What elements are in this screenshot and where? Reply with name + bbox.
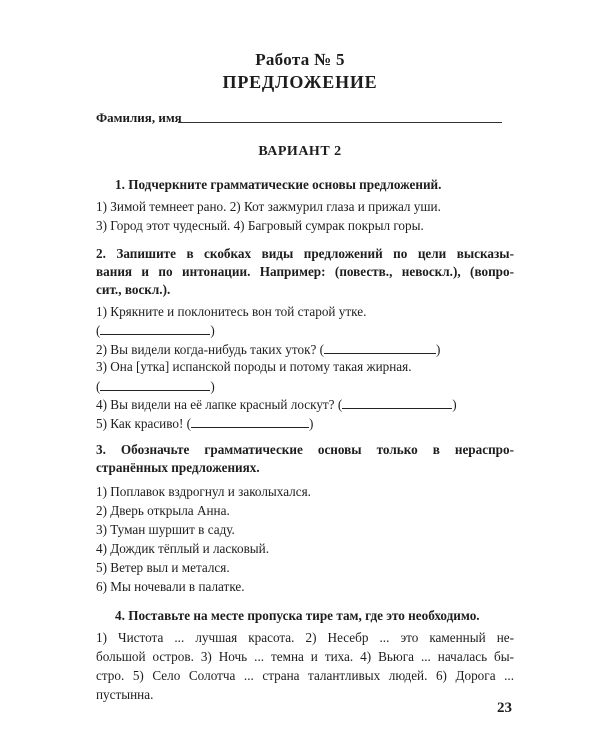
task4-text-line4: пустынна. — [96, 687, 154, 702]
task3-item-1: 1) Поплавок вздрогнул и заколыхался. — [96, 484, 311, 499]
task1-text-line2: 3) Город этот чудесный. 4) Багровый сумрак покрыл горы. — [96, 218, 424, 233]
answer-blank[interactable] — [100, 378, 210, 391]
task2-item-4: 4) Вы видели на её лапке красный лоскут? ( ) — [96, 397, 457, 412]
answer-blank[interactable] — [342, 396, 452, 409]
topic-title: ПРЕДЛОЖЕНИЕ — [222, 72, 378, 92]
task3-item-2: 2) Дверь открыла Анна. — [96, 503, 230, 518]
answer-blank[interactable] — [191, 415, 309, 428]
task2-title-line2: вания и по интонации. Например: (повеств., невоскл.), (вопро- — [96, 264, 514, 279]
variant-title: ВАРИАНТ 2 — [258, 144, 342, 159]
task2-item-1: 1) Крякните и поклонитесь вон той старой утке. — [96, 304, 367, 319]
task3-item-4: 4) Дождик тёплый и ласковый. — [96, 541, 270, 556]
answer-blank[interactable] — [100, 322, 210, 335]
task2-title-line1: 2. Запишите в скобках виды предложений по цели высказы- — [96, 246, 514, 261]
task4-title: 4. Поставьте на месте пропуска тире там, где это необходимо. — [115, 608, 480, 623]
task2-answer-1: ( ) — [96, 323, 215, 338]
task2-item-2: 2) Вы видели когда-нибудь таких уток? ( ) — [96, 342, 441, 357]
task3-item-5: 5) Ветер выл и метался. — [96, 560, 230, 575]
task2-answer-3: ( ) — [96, 379, 215, 394]
task2-item-3: 3) Она [утка] испанской породы и потому такая жирная. — [96, 359, 412, 374]
task1-title: 1. Подчеркните грамматические основы предложений. — [115, 177, 442, 192]
work-title: Работа № 5 — [255, 50, 345, 69]
name-field-line — [178, 122, 502, 123]
name-label: Фамилия, имя — [96, 110, 182, 125]
task4-text-line2: большой остров. 3) Ночь ... темна и тиха. 4) Вьюга ... началась бы- — [96, 649, 514, 664]
task4-text-line1: 1) Чистота ... лучшая красота. 2) Несебр ... это каменный не- — [96, 630, 514, 645]
task2-item-5: 5) Как красиво! ( ) — [96, 416, 314, 431]
task3-title-line1: 3. Обозначьте грамматические основы только в нераспро- — [96, 442, 514, 457]
answer-blank[interactable] — [324, 341, 436, 354]
task4-text-line3: стро. 5) Село Солотча ... страна талантливых людей. 6) Дорога ... — [96, 668, 514, 683]
task3-item-6: 6) Мы ночевали в палатке. — [96, 579, 245, 594]
task2-title-line3: сит., воскл.). — [96, 282, 171, 297]
task1-text-line1: 1) Зимой темнеет рано. 2) Кот зажмурил глаза и прижал уши. — [96, 199, 441, 214]
page-number: 23 — [497, 700, 512, 716]
task3-item-3: 3) Туман шуршит в саду. — [96, 522, 235, 537]
task3-title-line2: странённых предложениях. — [96, 460, 260, 475]
